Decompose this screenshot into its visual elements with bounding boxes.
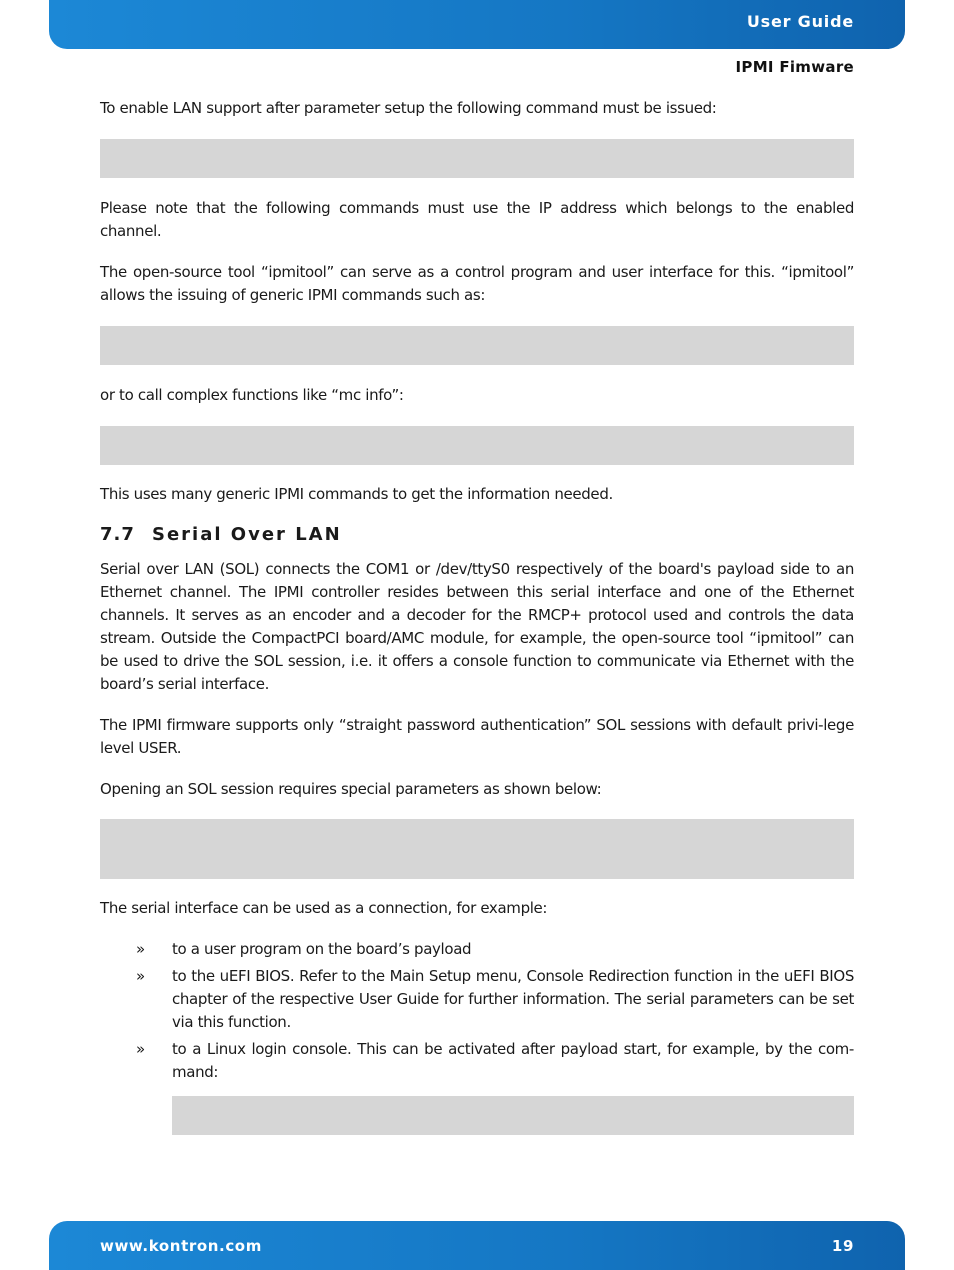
footer-bar — [49, 1221, 905, 1270]
header-bar — [49, 0, 905, 49]
code-block — [172, 1096, 854, 1135]
paragraph: This uses many generic IPMI commands to get the information needed. — [100, 485, 613, 503]
document-title: User Guide — [746, 12, 854, 31]
paragraph: To enable LAN support after parameter setup the following command must be issued: — [100, 99, 717, 117]
list-item-text: to a Linux login console. This can be activated after payload start, for example, by the com-mand: — [172, 1040, 854, 1081]
paragraph: or to call complex functions like “mc info”: — [100, 386, 404, 404]
paragraph: The IPMI firmware supports only “straight password authentication” SOL sessions with default privi-lege level USER. — [100, 716, 854, 757]
paragraph: Serial over LAN (SOL) connects the COM1 or /dev/ttyS0 respectively of the board's payload side to an Ethernet channel. The IPMI controller resides between this serial interface and one of the Ethernet channels. It serves as an encoder and a decoder for the RMCP+ protocol used and controls the data stream. Outside the CompactPCI board/AMC module, for example, the open-source tool “ipmitool” can be used to drive the SOL session, i.e. it offers a console function to communicate via Ethernet with the board’s serial interface. — [100, 560, 854, 693]
list-item — [100, 938, 854, 961]
code-block — [100, 139, 854, 178]
bullet-list — [100, 938, 854, 1084]
bullet-icon: » — [136, 967, 145, 985]
code-block — [100, 426, 854, 465]
bullet-icon: » — [136, 940, 145, 958]
list-item — [100, 965, 854, 1034]
list-item-text: to a user program on the board’s payload — [172, 940, 472, 958]
running-section-title: IPMI Fimware — [735, 58, 854, 76]
section-heading — [100, 523, 854, 546]
page-number: 19 — [831, 1237, 854, 1255]
page-content — [100, 97, 854, 1135]
paragraph: The open-source tool “ipmitool” can serve as a control program and user interface for this. “ipmitool” allows the issuing of generic IPMI commands such as: — [100, 263, 854, 304]
code-block — [100, 326, 854, 365]
code-block — [100, 819, 854, 879]
list-item-text: to the uEFI BIOS. Refer to the Main Setup menu, Console Redirection function in the uEFI BIOS chapter of the respective User Guide for further information. The serial parameters can be set via this function. — [172, 967, 854, 1031]
paragraph: Please note that the following commands must use the IP address which belongs to the enabled channel. — [100, 199, 854, 240]
footer-url: www.kontron.com — [100, 1237, 262, 1255]
list-item — [100, 1038, 854, 1084]
section-title: Serial Over LAN — [152, 524, 342, 545]
section-number: 7.7 — [100, 524, 135, 545]
paragraph: Opening an SOL session requires special parameters as shown below: — [100, 780, 602, 798]
bullet-icon: » — [136, 1040, 145, 1058]
paragraph: The serial interface can be used as a connection, for example: — [100, 899, 548, 917]
